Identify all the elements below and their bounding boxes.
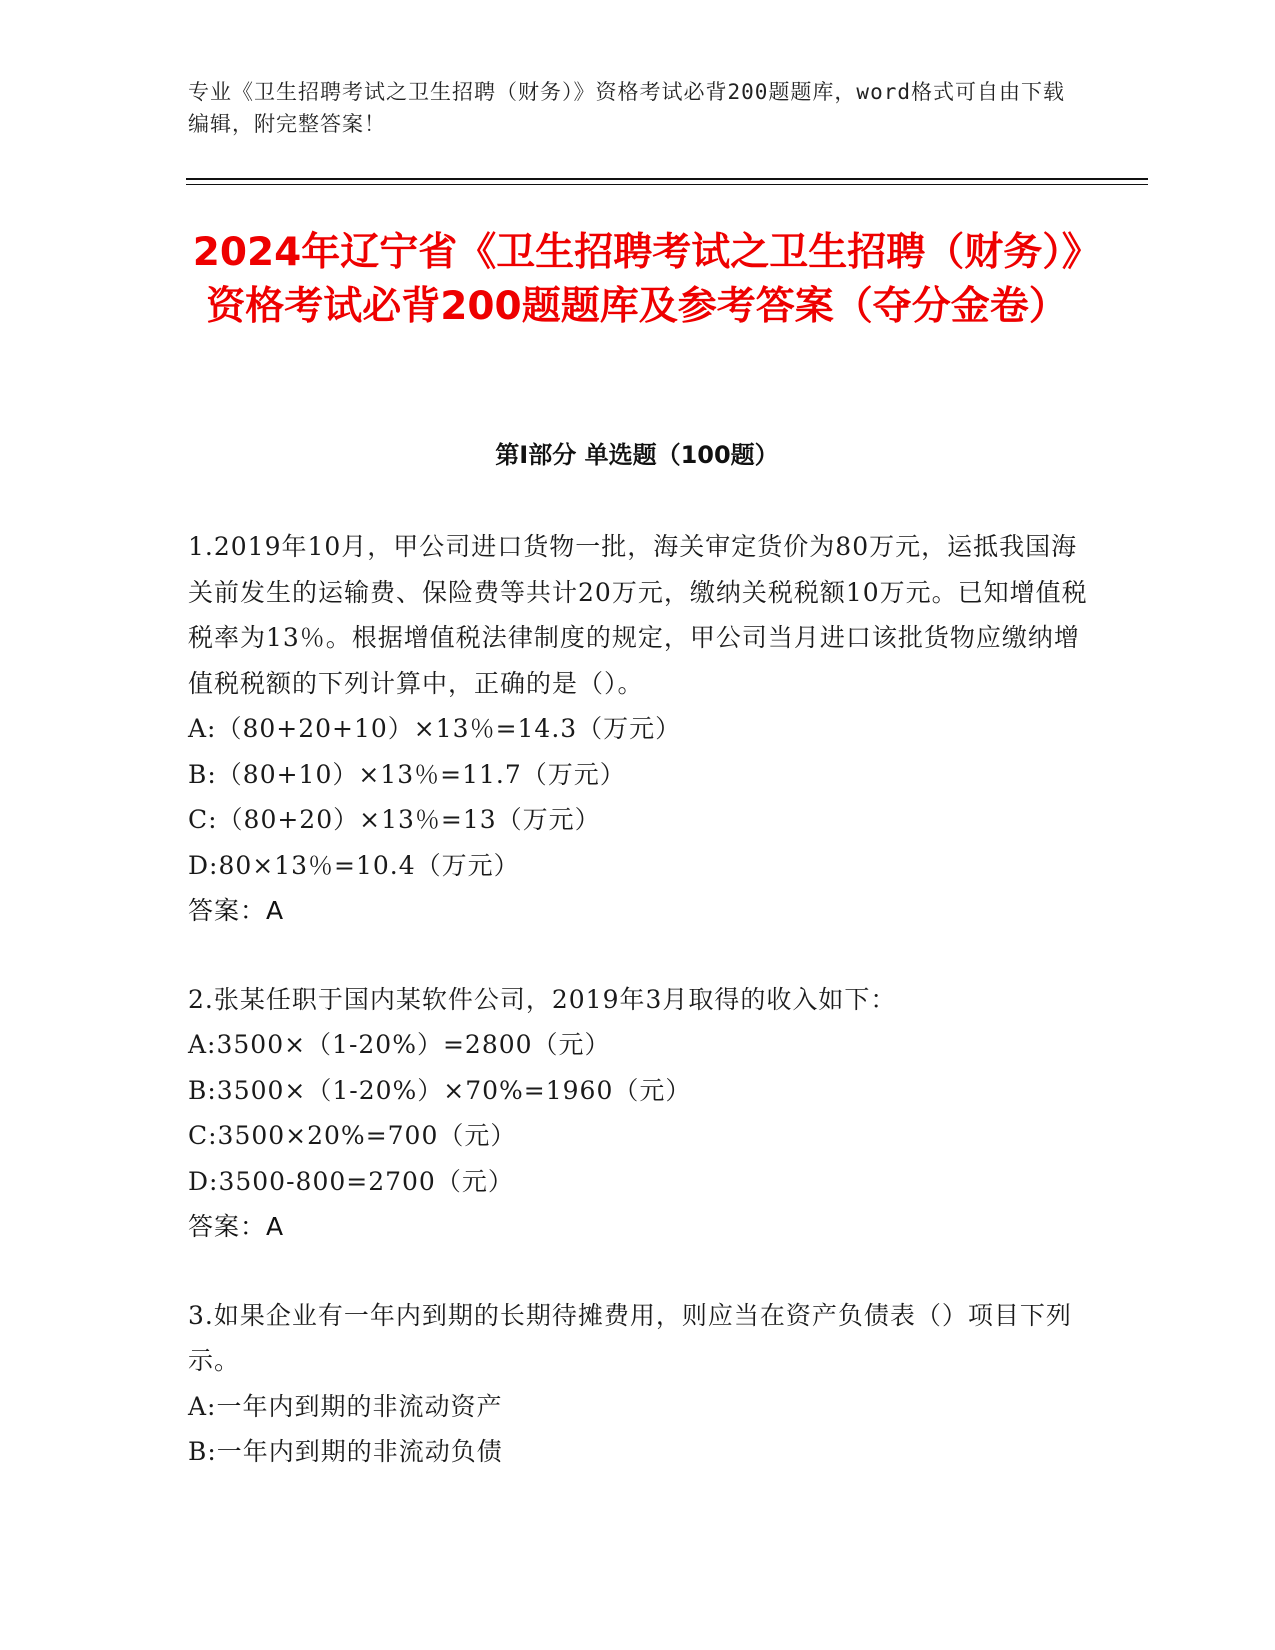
option-d: D:3500-800=2700（元） <box>188 1166 514 1196</box>
question-stem: 2.张某任职于国内某软件公司，2019年3月取得的收入如下： <box>188 984 897 1014</box>
option-b: B:（80+10）×13％=11.7（万元） <box>188 759 626 789</box>
question-1 <box>188 524 1088 934</box>
option-c: C:（80+20）×13％=13（万元） <box>188 805 601 834</box>
document-title: 2024年辽宁省《卫生招聘考试之卫生招聘（财务）》资格考试必背200题题库及参考答案（夺分金卷） <box>192 230 1082 329</box>
option-a: A:3500×（1-20%）=2800（元） <box>188 1030 611 1059</box>
option-b: B:3500×（1-20%）×70%=1960（元） <box>188 1075 692 1105</box>
header-note: 专业《卫生招聘考试之卫生招聘（财务）》资格考试必背200题题库，word格式可自由下载编辑，附完整答案！ <box>188 80 1065 136</box>
option-a: A:（80+20+10）×13％=14.3（万元） <box>188 714 682 743</box>
answer: 答案：A <box>188 896 285 925</box>
option-d: D:80×13％=10.4（万元） <box>188 850 520 880</box>
question-list <box>188 524 1088 1518</box>
section-title: 第I部分 单选题（100题） <box>495 441 779 469</box>
question-stem: 1.2019年10月，甲公司进口货物一批，海关审定货价为80万元，运抵我国海关前发生的运输费、保险费等共计20万元，缴纳关税税额10万元。已知增值税税率为13％。根据增值税法律制度的规定，甲公司当月进口该批货物应缴纳增值税税额的下列计算中，正确的是（）。 <box>188 532 1088 698</box>
header-rule-thick <box>186 178 1148 180</box>
question-2 <box>188 977 1088 1250</box>
answer: 答案：A <box>188 1212 285 1241</box>
option-a: A:一年内到期的非流动资产 <box>188 1391 503 1421</box>
question-stem: 3.如果企业有一年内到期的长期待摊费用，则应当在资产负债表（）项目下列示。 <box>188 1300 1072 1375</box>
question-3 <box>188 1293 1088 1475</box>
header-rule-thin <box>186 184 1148 185</box>
option-b: B:一年内到期的非流动负债 <box>188 1437 503 1466</box>
option-c: C:3500×20%=700（元） <box>188 1121 517 1150</box>
